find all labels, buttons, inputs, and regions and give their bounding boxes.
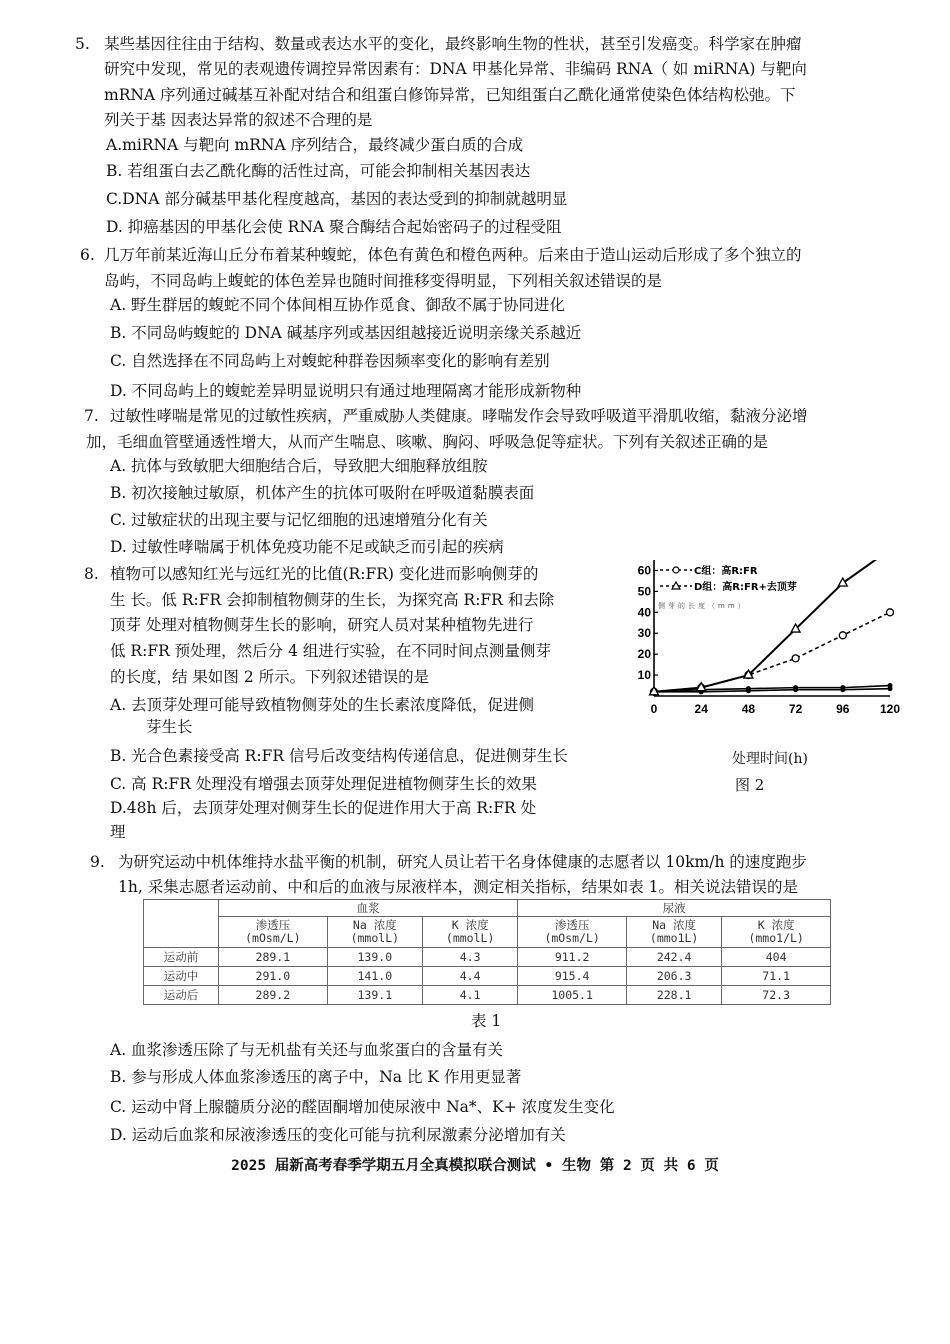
table-cell: 4.1 (422, 986, 517, 1005)
x-axis-title: 处理时间(h) (732, 751, 808, 767)
table-cell: 911.2 (518, 948, 627, 967)
option-b: B. 初次接触过敏原，机体产生的抗体可吸附在呼吸道黏膜表面 (110, 484, 535, 502)
y-axis-label: 侧芽的长度（mm） (658, 602, 748, 610)
group-header-urine: 尿液 (518, 900, 831, 917)
data-point-dot (888, 683, 893, 688)
row-label: 运动后 (144, 986, 219, 1005)
table-cell: 1005.1 (518, 986, 627, 1005)
option-a: A. 抗体与致敏肥大细胞结合后，导致肥大细胞释放组胺 (110, 457, 488, 475)
group-header-plasma: 血浆 (219, 900, 518, 917)
question-text: 植物可以感知红光与远红光的比值(R:FR) 变化进而影响侧芽的 (110, 565, 539, 583)
question-number: 7. (84, 407, 99, 425)
question-text: 列关于基 因表达异常的叙述不合理的是 (104, 111, 373, 129)
table-cell: 289.2 (219, 986, 328, 1005)
option-a: A. 去顶芽处理可能导致植物侧芽处的生长素浓度降低，促进侧 (110, 696, 535, 714)
table-cell: 139.1 (327, 986, 422, 1005)
question-text: 加，毛细血管壁通透性增大，从而产生喘息、咳嗽、胸闷、呼吸急促等症状。下列有关叙述正确的是 (86, 433, 769, 451)
data-point-dot (793, 685, 798, 690)
y-tick-label: 10 (637, 668, 651, 683)
data-point-dot (840, 685, 845, 690)
option-d: D. 运动后血浆和尿液渗透压的变化可能与抗利尿激素分泌增加有关 (110, 1126, 566, 1144)
question-text: 的长度，结 果如图 2 所示。下列叙述错误的是 (110, 668, 430, 686)
question-text: 研究中发现，常见的表观遗传调控异常因素有：DNA 甲基化异常、非编码 RNA（ 如 miRNA) 与靶向 (104, 60, 807, 78)
option-a: A. 血浆渗透压除了与无机盐有关还与血浆蛋白的含量有关 (110, 1041, 504, 1059)
row-label: 运动中 (144, 967, 219, 986)
x-tick-label: 0 (650, 702, 658, 716)
table-cell: 4.3 (422, 948, 517, 967)
table-row (144, 986, 831, 1005)
option-c: C.DNA 部分碱基甲基化程度越高，基因的表达受到的抑制就越明显 (106, 190, 568, 208)
question-number: 6. (80, 246, 95, 264)
data-point-triangle (838, 578, 847, 586)
option-c: C. 过敏症状的出现主要与记忆细胞的迅速增殖分化有关 (110, 511, 488, 529)
question-text: 某些基因往往由于结构、数量或表达水平的变化，最终影响生物的性状，甚至引发癌变。科学家在肿瘤 (104, 35, 802, 53)
figure-caption: 图 2 (735, 776, 765, 794)
data-point-circle (887, 609, 894, 616)
column-header: K 浓度 (mmo1/L) (722, 917, 831, 948)
data-point-dot (746, 686, 751, 691)
x-tick-label: 24 (694, 702, 708, 716)
option-b: B. 光合色素接受高 R:FR 信号后改变结构传递信息，促进侧芽生长 (110, 747, 568, 765)
table-cell: 915.4 (518, 967, 627, 986)
table-cell: 404 (722, 948, 831, 967)
table-corner-cell (144, 900, 219, 948)
page-footer: 2025 届新高考春季学期五月全真模拟联合测试 • 生物 第 2 页 共 6 页 (231, 1158, 719, 1174)
option-d: D.48h 后，去顶芽处理对侧芽生长的促进作用大于高 R:FR 处 (110, 799, 537, 817)
column-header: K 浓度 (mmolL) (422, 917, 517, 948)
question-text: 低 R:FR 预处理，然后分 4 组进行实验，在不同时间点测量侧芽 (110, 642, 551, 660)
question-number: 5. (75, 35, 90, 53)
table-row (144, 948, 831, 967)
table-cell: 228.1 (626, 986, 721, 1005)
option-d: D. 抑癌基因的甲基化会使 RNA 聚合酶结合起始密码子的过程受阻 (106, 218, 562, 236)
row-label: 运动前 (144, 948, 219, 967)
question-text: 为研究运动中机体维持水盐平衡的机制，研究人员让若干名身体健康的志愿者以 10km/h 的速度跑步 (118, 853, 807, 871)
y-tick-label: 40 (637, 605, 651, 620)
legend-marker-circle (673, 567, 679, 573)
option-a: A.miRNA 与靶向 mRNA 序列结合，最终减少蛋白质的合成 (106, 136, 524, 154)
option-a: A. 野生群居的蝮蛇不同个体间相互协作觅食、御敌不属于协同进化 (110, 296, 566, 314)
question-text: 几万年前某近海山丘分布着某种蝮蛇，体色有黄色和橙色两种。后来由于造山运动后形成了多个独立的 (104, 246, 802, 264)
table-cell: 71.1 (722, 967, 831, 986)
x-tick-label: 72 (788, 702, 803, 716)
table-cell: 291.0 (219, 967, 328, 986)
option-b: B. 若组蛋白去乙酰化酶的活性过高，可能会抑制相关基因表达 (106, 162, 531, 180)
y-tick-label: 60 (637, 563, 651, 578)
option-b: B. 参与形成人体血浆渗透压的离子中，Na 比 K 作用更显著 (110, 1068, 522, 1086)
table-cell: 4.4 (422, 967, 517, 986)
x-tick-label: 120 (879, 702, 900, 716)
data-point-circle (839, 632, 846, 639)
option-d: D. 不同岛屿上的蝮蛇差异明显说明只有通过地理隔离才能形成新物种 (110, 382, 582, 400)
column-header: 渗透压 (mOsm/L) (518, 917, 627, 948)
question-text: mRNA 序列通过碱基互补配对结合和组蛋白修饰异常，已知组蛋白乙酰化通常使染色体结构松弛。下 (104, 86, 796, 104)
option-c: C. 运动中肾上腺髓质分泌的醛固酮增加使尿液中 Na*、K+ 浓度发生变化 (110, 1098, 615, 1116)
option-d-continued: 理 (110, 823, 126, 841)
option-a-continued: 芽生长 (146, 718, 193, 736)
table-cell: 139.0 (327, 948, 422, 967)
column-header: Na 浓度 (mmolL) (327, 917, 422, 948)
question-text: 生 长。低 R:FR 会抑制植物侧芽的生长，为探究高 R:FR 和去除 (110, 591, 555, 609)
question-number: 8. (84, 565, 99, 583)
table-caption: 表 1 (471, 1012, 502, 1030)
question-text: 1h, 采集志愿者运动前、中和后的血液与尿液样本，测定相关指标，结果如表 1。相关说法错误的是 (118, 878, 798, 896)
table-cell: 289.1 (219, 948, 328, 967)
table-row (144, 967, 831, 986)
data-point-circle (792, 655, 799, 662)
figure-2-line-chart (630, 560, 900, 720)
option-c: C. 自然选择在不同岛屿上对蝮蛇种群卷因频率变化的影响有差别 (110, 352, 550, 370)
question-number: 9. (90, 853, 105, 871)
x-tick-label: 96 (836, 702, 850, 716)
option-c: C. 高 R:FR 处理没有增强去顶芽处理促进植物侧芽生长的效果 (110, 775, 537, 793)
column-header: Na 浓度 (mmo1L) (626, 917, 721, 948)
option-b: B. 不同岛屿蝮蛇的 DNA 碱基序列或基因组越接近说明亲缘关系越近 (110, 324, 582, 342)
data-table-1 (143, 899, 831, 1005)
table-cell: 72.3 (722, 986, 831, 1005)
table-cell: 206.3 (626, 967, 721, 986)
question-text: 岛屿，不同岛屿上蝮蛇的体色差异也随时间推移变得明显，下列相关叙述错误的是 (104, 272, 663, 290)
column-header: 渗透压 (mOsm/L) (219, 917, 328, 948)
series-line (654, 560, 890, 692)
x-tick-label: 48 (741, 702, 756, 716)
question-text: 顶芽 处理对植物侧芽生长的影响，研究人员对某种植物先进行 (110, 616, 534, 634)
y-tick-label: 30 (637, 626, 651, 641)
y-tick-label: 50 (637, 584, 651, 599)
option-d: D. 过敏性哮喘属于机体免疫功能不足或缺乏而引起的疾病 (110, 538, 504, 556)
table-cell: 141.0 (327, 967, 422, 986)
legend-label: C组：高R:FR (694, 566, 758, 577)
y-tick-label: 20 (637, 647, 651, 662)
table-cell: 242.4 (626, 948, 721, 967)
question-text: 过敏性哮喘是常见的过敏性疾病，严重威胁人类健康。哮喘发作会导致呼吸道平滑肌收缩，黏液分泌增 (110, 407, 808, 425)
legend-label: D组：高R:FR+去顶芽 (694, 582, 797, 593)
